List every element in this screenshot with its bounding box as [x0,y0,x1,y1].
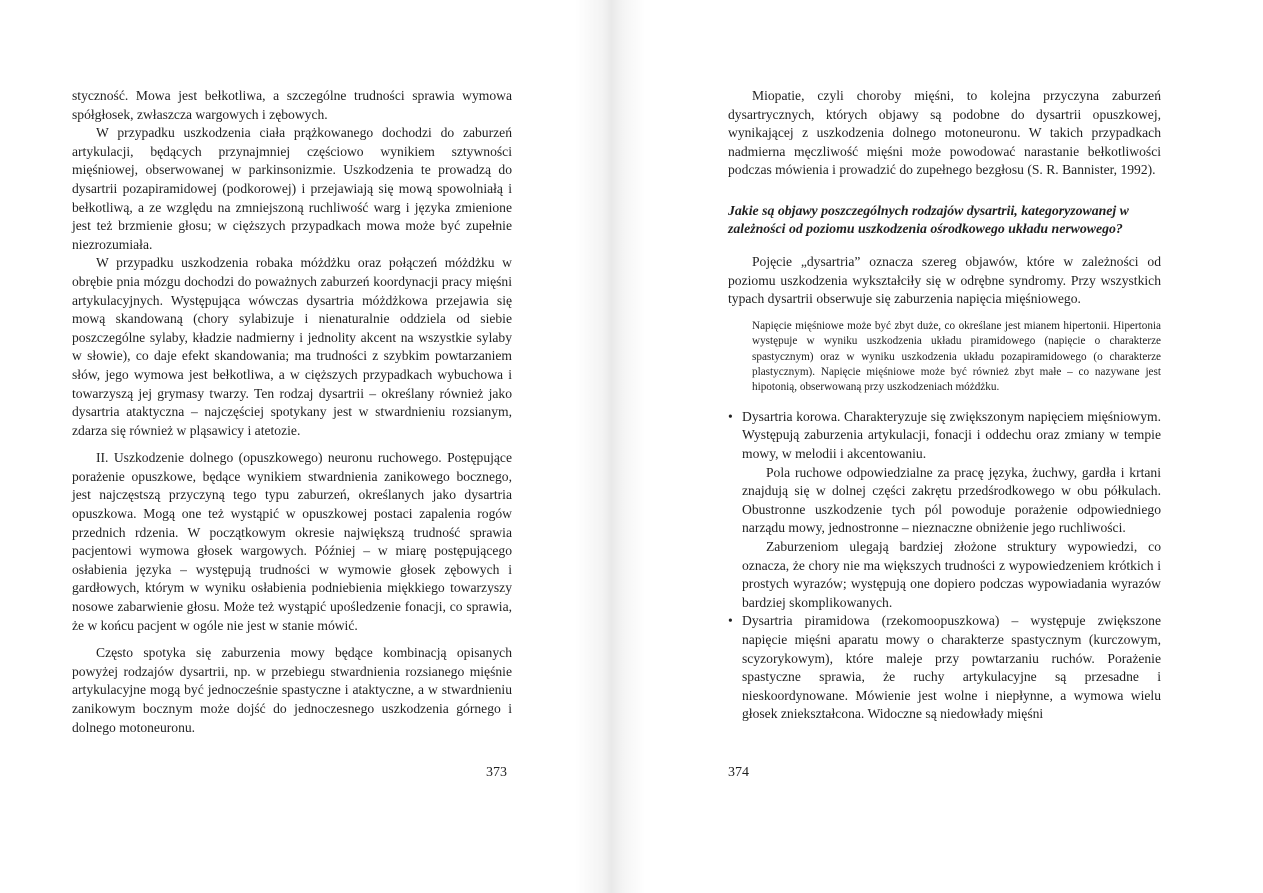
list-item-cortical [728,408,1161,613]
left-page [0,0,575,893]
cortical-extra-1: Pola ruchowe odpowiedzialne za pracę języka, żuchwy, gardła i krtani znajdują się w dolnej części zakrętu przedśrodkowego w obu półkulach. Obustronne uszkodzenie tych pól powoduje porażenie odpowiedniego narządu mowy, jednostronne – nieznaczne obniżenie jego ruchliwości. [742,464,1161,536]
left-paragraph-4: II. Uszkodzenie dolnego (opuszkowego) neuronu ruchowego. Postępujące porażenie opuszkowe, będące wynikiem stwardnienia zanikowego bocznego, jest najczęstszą przyczyną tego typu zaburzeń, określanych jako dysartria opuszkowa. Mogą one też wystąpić w opuszkowej postaci zapalenia rogów przednich rdzenia. W początkowym okresie największą trudność sprawia pacjentowi wymowa głosek wargowych. Później – w miarę postępującego osłabienia języka – występują trudności w wymowie głosek zębowych i gardłowych, którym w wyniku osłabienia podniebienia miękkiego towarzyszy nosowe zabarwienie głosu. Może też wystąpić upośledzenie fonacji, co sprawia, że w końcu pacjent w ogóle nie jest w stanie mówić. [72,450,512,633]
bullet-icon: • [728,613,733,629]
cortical-text: Dysartria korowa. Charakteryzuje się zwiększonym napięciem mięśniowym. Występują zaburzenia artykulacji, fonacji i oddechu oraz zmiany w tempie mowy, w melodii i akcentowaniu. [742,408,1161,461]
right-text-column [728,87,1161,724]
list-item-pyramidal [728,612,1161,724]
right-page [645,0,1263,893]
section-question-heading: Jakie są objawy poszczególnych rodzajów dysartrii, kategoryzowanej w zależności od poziomu uszkodzenia ośrodkowego układu nerwowego? [728,202,1129,237]
hypertonia-note: Napięcie mięśniowe może być zbyt duże, co określane jest mianem hipertonii. Hipertonia występuje w wyniku uszkodzenia układu piramidowego (napięcie o charakterze spastycznym) oraz w wyniku uszkodzenia układu pozapiramidowego (o charakterze plastycznym). Napięcie mięśniowe może być również zbyt małe – co nazywane jest hipotonią, obserwowaną przy uszkodzeniach móżdżku. [752,319,1161,394]
cortical-extra-2: Zaburzeniom ulegają bardziej złożone struktury wypowiedzi, co oznacza, że chory nie ma większych trudności z wypowiedzeniem krótkich i prostych wyrazów; występują one dopiero podczas wypowiadania wyrazów bardziej skomplikowanych. [742,538,1161,610]
bullet-icon: • [728,408,733,424]
left-text-column [72,87,512,737]
definition-paragraph: Pojęcie „dysartria” oznacza szereg objawów, które w zależności od poziomu uszkodzenia wykształciły się w odrębne syndromy. Przy wszystkich typach dysartrii obserwuje się zaburzenia napięcia mięśniowego. [728,253,1161,307]
page-number-left: 373 [486,765,507,780]
left-paragraph-5: Często spotyka się zaburzenia mowy będące kombinacją opisanych powyżej rodzajów dysartrii, np. w przebiegu stwardnienia rozsianego mięśnie artykulacyjne mogą być jednocześnie spastyczne i ataktyczne, a w stwardnieniu zanikowym bocznym może dojść do jednoczesnego uszkodzenia górnego i dolnego motoneuronu. [72,645,512,735]
dysarthria-types-list [728,408,1161,724]
pyramidal-text: Dysartria piramidowa (rzekomoopuszkowa) – występuje zwiększone napięcie mięśni aparatu mowy o charakterze spastycznym (kurczowym, scyzorykowym), które maleje przy powtarzaniu ruchów. Porażenie spastyczne sprawia, że ruchy artykulacyjne są przesadne i nieskoordynowane. Mówienie jest wolne i niepłynne, a wymowa wielu głosek zniekształcona. Widoczne są niedowłady mięśni [742,613,1161,722]
left-paragraph-1: styczność. Mowa jest bełkotliwa, a szczególne trudności sprawia wymowa spółgłosek, zwłaszcza wargowych i zębowych. [72,88,512,122]
book-gutter [575,0,645,893]
left-paragraph-3: W przypadku uszkodzenia robaka móżdżku oraz połączeń móżdżku w obrębie pnia mózgu dochodzi do poważnych zaburzeń koordynacji pracy mięśni artykulacyjnych. Występująca wówczas dysartria móżdżkowa przejawia się mową skandowaną (chory sylabizuje i nienaturalnie oddziela od siebie poszczególne sylaby, kładzie nadmierny i jednolity akcent na wszystkie sylaby w słowie), co daje efekt skandowania; ma trudności z szybkim powtarzaniem słów, jego wymowa jest bełkotliwa, a w cięższych przypadkach wybuchowa i towarzyszą jej grymasy twarzy. Ten rodzaj dysartrii – określany również jako dysartria ataktyczna – najczęściej spotykany jest w stwardnieniu rozsianym, zdarza się również w pląsawicy i atetozie. [72,255,512,438]
left-paragraph-2: W przypadku uszkodzenia ciała prążkowanego dochodzi do zaburzeń artykulacji, będących przynajmniej częściowo wynikiem sztywności mięśniowej, obserwowanej w parkinsonizmie. Uszkodzenia te prowadzą do dysartrii pozapiramidowej (podkorowej) i przejawiają się mową spowolniałą i bełkotliwą, a ze względu na zmniejszoną ruchliwość warg i języka zmienione jest też brzmienie głosu; w cięższych przypadkach mowa może być zupełnie niezrozumiała. [72,125,512,252]
page-number-right: 374 [728,765,749,780]
right-intro-paragraph: Miopatie, czyli choroby mięśni, to kolejna przyczyna zaburzeń dysartrycznych, których objawy są podobne do dysartrii opuszkowej, wynikającej z uszkodzenia dolnego motoneuronu. W takich przypadkach nadmierna męczliwość mięśni może powodować narastanie bełkotliwości podczas mówienia i prowadzić do zupełnego bezgłosu (S. R. Bannister, 1992). [728,88,1161,178]
